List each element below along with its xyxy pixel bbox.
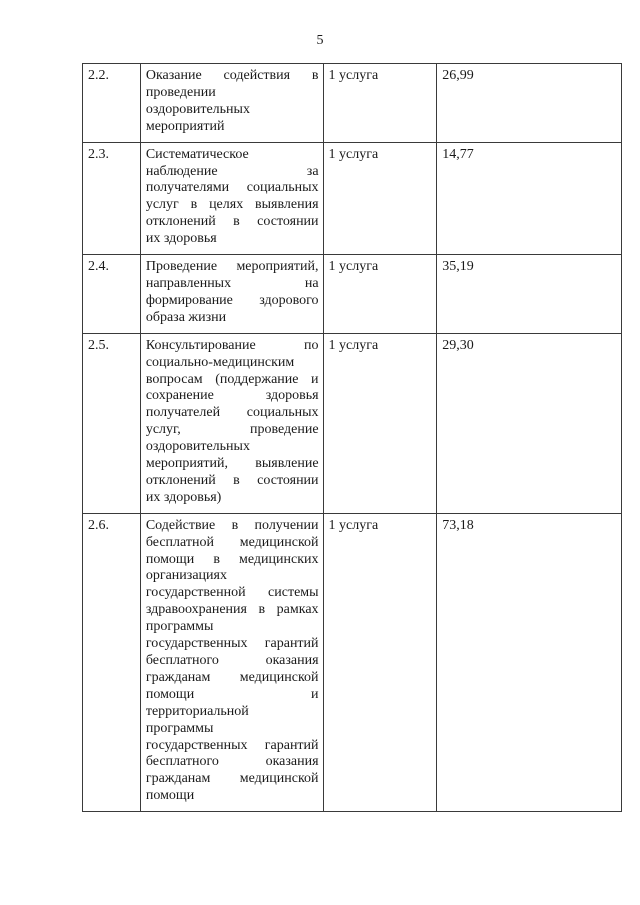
service-name-line: их здоровья) bbox=[145, 489, 222, 505]
service-name-line: оздоровительных bbox=[145, 101, 250, 117]
table-row bbox=[83, 255, 622, 334]
service-name-line: государственных гарантий bbox=[145, 737, 319, 753]
service-name-line: получателями социальных bbox=[145, 180, 319, 196]
service-name-line: получателей социальных bbox=[145, 405, 319, 421]
service-name-line: формирование здорового bbox=[145, 292, 319, 308]
service-name-line: проведении bbox=[145, 84, 216, 100]
price-value: 14,77 bbox=[437, 142, 622, 254]
service-name-line: гражданам медицинской bbox=[145, 669, 319, 685]
service-name-line: территориальной bbox=[145, 703, 249, 719]
row-number: 2.5. bbox=[83, 333, 141, 513]
service-name-line: их здоровья bbox=[145, 231, 217, 247]
service-name-line: бесплатного оказания bbox=[145, 653, 319, 668]
price-value: 26,99 bbox=[437, 64, 622, 143]
service-name-line: мероприятий, выявление bbox=[145, 456, 319, 472]
service-name bbox=[140, 142, 323, 254]
service-name bbox=[140, 255, 323, 334]
unit-of-service: 1 услуга bbox=[323, 333, 437, 513]
price-value: 29,30 bbox=[437, 333, 622, 513]
service-name-line: направленных на bbox=[145, 275, 319, 291]
unit-of-service: 1 услуга bbox=[323, 513, 437, 811]
service-name-line: услуг в целях выявления bbox=[145, 197, 319, 213]
service-name-line: социально-медицинским bbox=[145, 354, 295, 370]
service-name-line: Консультирование по bbox=[145, 337, 319, 353]
service-name-line: гражданам медицинской bbox=[145, 771, 319, 787]
service-name-line: сохранение здоровья bbox=[145, 388, 319, 404]
services-table bbox=[82, 63, 622, 812]
price-value: 35,19 bbox=[437, 255, 622, 334]
unit-of-service: 1 услуга bbox=[323, 142, 437, 254]
service-name-line: отклонений в состоянии bbox=[145, 472, 319, 488]
unit-of-service: 1 услуга bbox=[323, 64, 437, 143]
service-name-line: государственной системы bbox=[145, 585, 319, 601]
service-name-line: Систематическое bbox=[145, 146, 249, 162]
service-name bbox=[140, 64, 323, 143]
table-row bbox=[83, 64, 622, 143]
service-name-line: образа жизни bbox=[145, 309, 227, 325]
table-row bbox=[83, 333, 622, 513]
service-name-line: программы bbox=[145, 619, 214, 635]
table-row bbox=[83, 142, 622, 254]
service-name-line: помощи в медицинских bbox=[145, 551, 319, 567]
service-name bbox=[140, 333, 323, 513]
table-row bbox=[83, 513, 622, 811]
unit-of-service: 1 услуга bbox=[323, 255, 437, 334]
service-name-line: Оказание содействия в bbox=[145, 68, 319, 83]
service-name-line: бесплатного оказания bbox=[145, 754, 319, 770]
row-number: 2.2. bbox=[83, 64, 141, 143]
service-name-line: Содействие в получении bbox=[145, 517, 319, 533]
row-number: 2.4. bbox=[83, 255, 141, 334]
service-name-line: наблюдение за bbox=[145, 163, 319, 179]
row-number: 2.6. bbox=[83, 513, 141, 811]
service-name-line: помощи и bbox=[145, 686, 319, 702]
page-number: 5 bbox=[316, 33, 324, 48]
service-name-line: услуг, проведение bbox=[145, 422, 319, 438]
service-name-line: помощи bbox=[145, 788, 195, 804]
service-name-line: Проведение мероприятий, bbox=[145, 259, 319, 275]
service-name-line: мероприятий bbox=[145, 118, 225, 134]
service-name-line: оздоровительных bbox=[145, 439, 250, 455]
service-name-line: организациях bbox=[145, 568, 227, 584]
price-value: 73,18 bbox=[437, 513, 622, 811]
service-name-line: вопросам (поддержание и bbox=[145, 371, 319, 387]
service-name-line: здравоохранения в рамках bbox=[145, 602, 319, 618]
service-name-line: бесплатной медицинской bbox=[145, 534, 319, 550]
service-name bbox=[140, 513, 323, 811]
service-name-line: государственных гарантий bbox=[145, 636, 319, 652]
service-name-line: программы bbox=[145, 720, 214, 736]
row-number: 2.3. bbox=[83, 142, 141, 254]
service-name-line: отклонений в состоянии bbox=[145, 214, 319, 230]
